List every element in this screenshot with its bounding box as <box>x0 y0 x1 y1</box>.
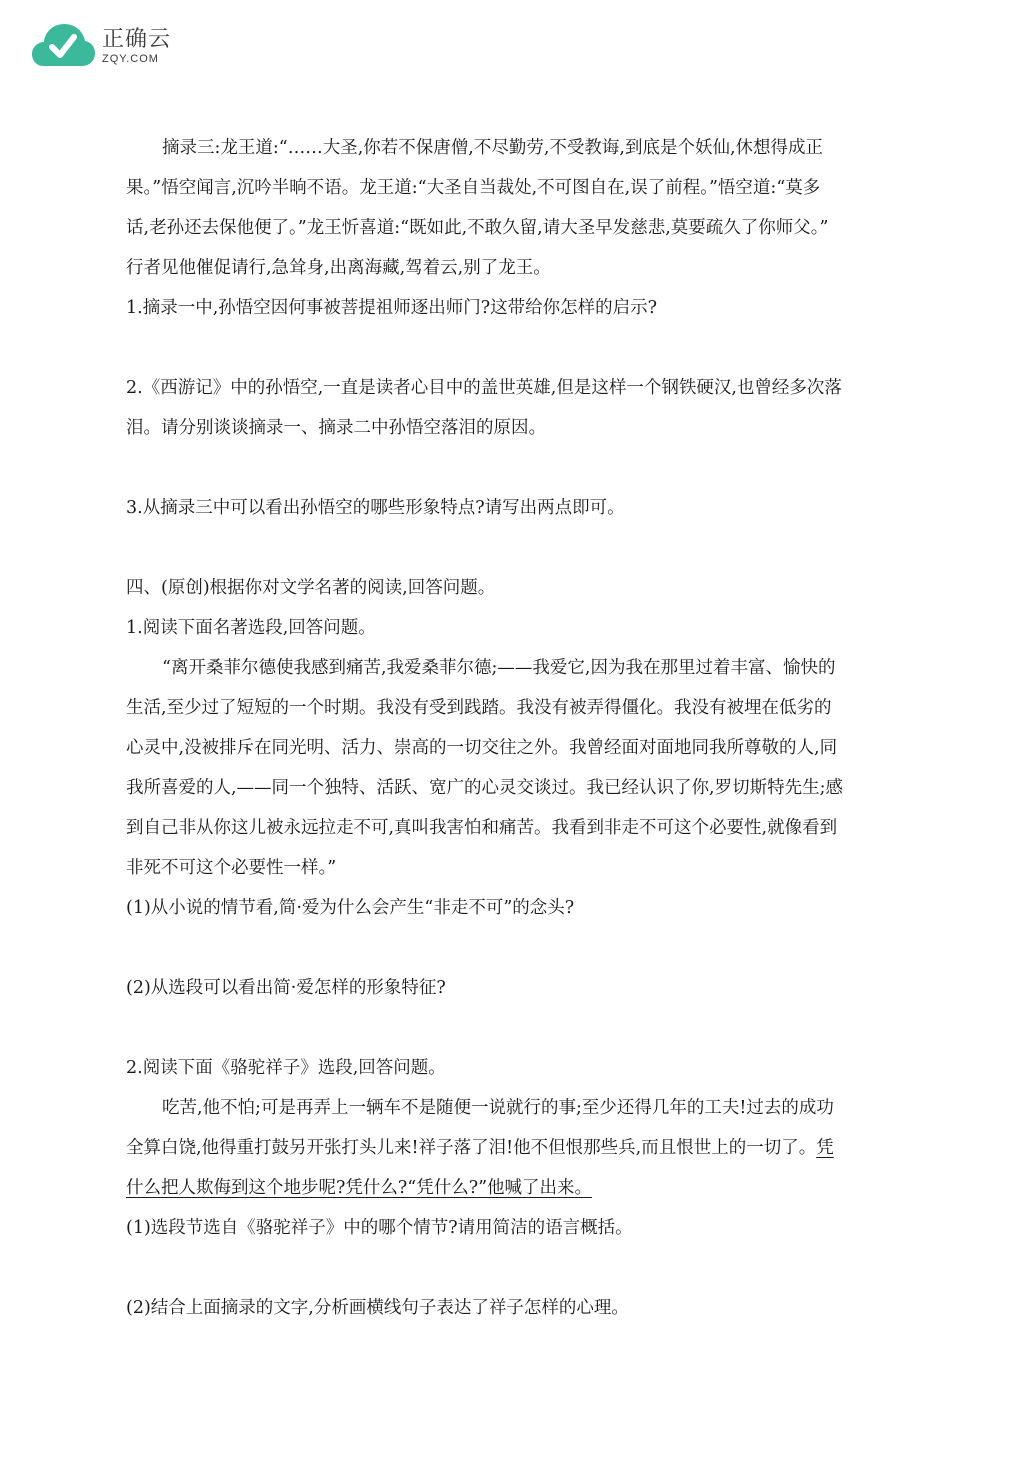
excerpt3-line: 果。”悟空闻言,沉吟半晌不语。龙王道:“大圣自当裁处,不可图自在,误了前程。”悟空道:“莫多 <box>126 178 821 198</box>
question-2-line: 泪。请分别谈谈摘录一、摘录二中孙悟空落泪的原因。 <box>126 418 546 438</box>
section-4-sub-1: 1.阅读下面名著选段,回答问题。 <box>126 618 376 638</box>
passage-1-line: 非死不可这个必要性一样。” <box>126 858 337 878</box>
excerpt3-line: 摘录三:龙王道:“……大圣,你若不保唐僧,不尽勤劳,不受教诲,到底是个妖仙,休想得成正 <box>162 138 824 158</box>
underlined-sentence: 什么把人欺侮到这个地步呢?凭什么?“凭什么?”他喊了出来。 <box>126 1178 593 1198</box>
cloud-check-icon <box>30 20 96 72</box>
question-2-line: 2.《西游记》中的孙悟空,一直是读者心目中的盖世英雄,但是这样一个钢铁硬汉,也曾经多次落 <box>126 378 842 398</box>
underlined-sentence: 凭 <box>816 1138 834 1158</box>
question-4-1-1: (1)从小说的情节看,简·爱为什么会产生“非走不可”的念头? <box>126 898 575 918</box>
question-4-2-1: (1)选段节选自《骆驼祥子》中的哪个情节?请用简洁的语言概括。 <box>126 1218 633 1238</box>
question-1: 1.摘录一中,孙悟空因何事被菩提祖师逐出师门?这带给你怎样的启示? <box>126 298 658 318</box>
passage-2-line <box>126 1128 904 1168</box>
passage-2-line: 吃苦,他不怕;可是再弄上一辆车不是随便一说就行的事;至少还得几年的工夫!过去的成功 <box>162 1098 834 1118</box>
answer-space <box>126 928 904 968</box>
passage-1-line: 到自己非从你这儿被永远拉走不可,真叫我害怕和痛苦。我看到非走不可这个必要性,就像看到 <box>126 818 838 838</box>
passage-2-line <box>126 1168 904 1208</box>
answer-space <box>126 1008 904 1048</box>
question-4-1-2: (2)从选段可以看出简·爱怎样的形象特征? <box>126 978 446 998</box>
logo-name-cn: 正确云 <box>102 27 172 52</box>
passage-1-line: 心灵中,没被排斥在同光明、活力、崇高的一切交往之外。我曾经面对面地同我所尊敬的人,同 <box>126 738 838 758</box>
answer-space <box>126 448 904 488</box>
zqy-logo <box>30 20 171 72</box>
excerpt3-line: 话,老孙还去保他便了。”龙王忻喜道:“既如此,不敢久留,请大圣早发慈悲,莫要疏久了你师父。” <box>126 218 829 238</box>
passage-1-line: “离开桑菲尔德使我感到痛苦,我爱桑菲尔德;——我爱它,因为我在那里过着丰富、愉快的 <box>162 658 836 678</box>
document-body <box>126 128 904 1328</box>
section-4-heading: 四、(原创)根据你对文学名著的阅读,回答问题。 <box>126 578 496 598</box>
passage-2-text: 全算白饶,他得重打鼓另开张打头儿来!祥子落了泪!他不但恨那些兵,而且恨世上的一切了。 <box>126 1138 817 1158</box>
section-4-sub-2: 2.阅读下面《骆驼祥子》选段,回答问题。 <box>126 1058 446 1078</box>
question-4-2-2: (2)结合上面摘录的文字,分析画横线句子表达了祥子怎样的心理。 <box>126 1298 629 1318</box>
passage-1-line: 我所喜爱的人,——同一个独特、活跃、宽广的心灵交谈过。我已经认识了你,罗切斯特先生;感 <box>126 778 844 798</box>
question-3: 3.从摘录三中可以看出孙悟空的哪些形象特点?请写出两点即可。 <box>126 498 625 518</box>
answer-space <box>126 1248 904 1288</box>
excerpt3-line: 行者见他催促请行,急耸身,出离海藏,驾着云,别了龙王。 <box>126 258 551 278</box>
logo-name-en: ZQY.COM <box>102 53 159 65</box>
answer-space <box>126 328 904 368</box>
passage-1-line: 生活,至少过了短短的一个时期。我没有受到践踏。我没有被弄得僵化。我没有被埋在低劣的 <box>126 698 832 718</box>
answer-space <box>126 528 904 568</box>
